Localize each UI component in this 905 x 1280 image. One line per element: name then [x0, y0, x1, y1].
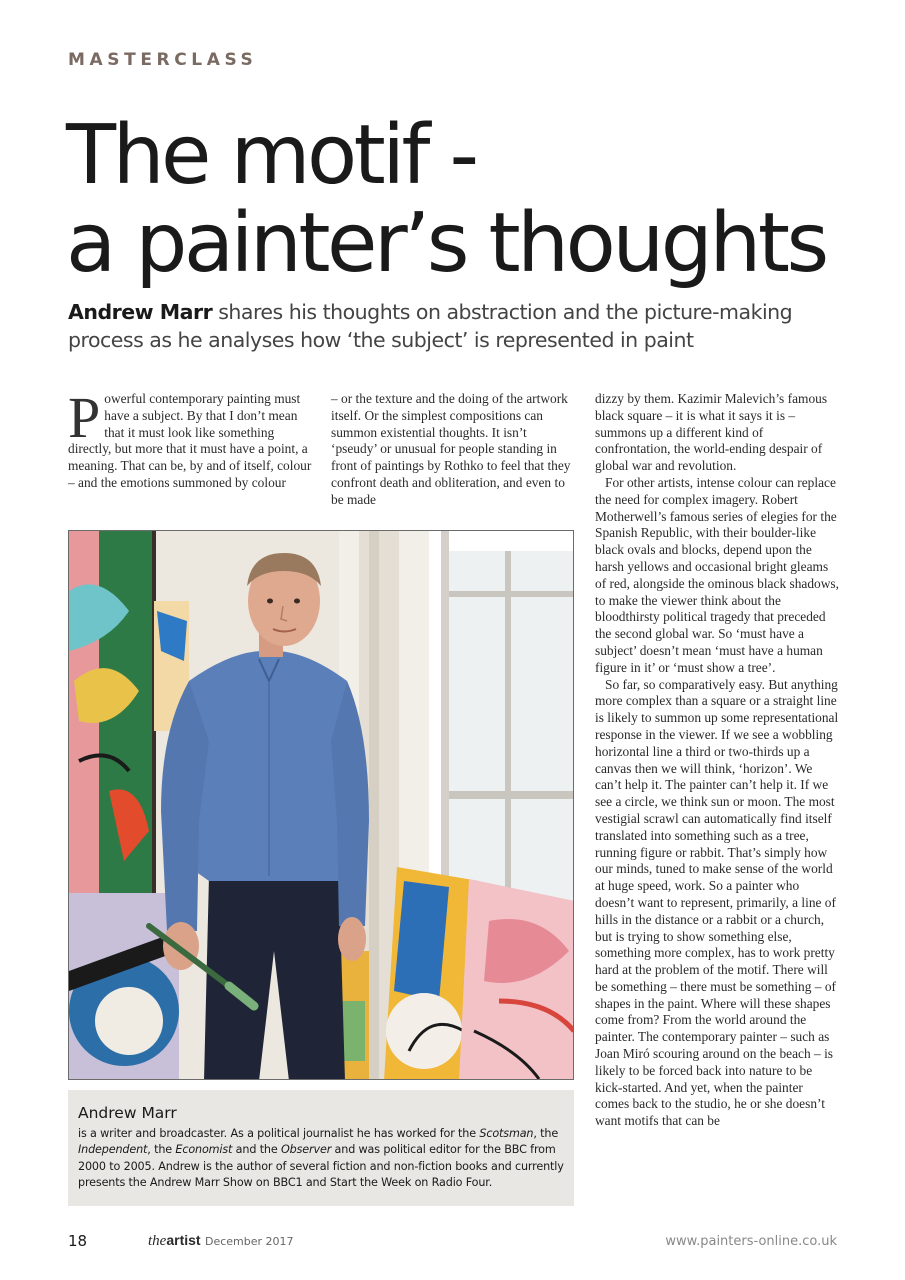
body-column-1 — [68, 385, 312, 492]
magazine-logo: theartist — [148, 1232, 201, 1249]
standfirst-author: Andrew Marr — [68, 300, 213, 324]
col1-paragraph-1: owerful contemporary painting must have a subject. By that I don’t mean that it must look like something directly, but more that it must have a point, a meaning. That can be, by and of itself, colour – and the emotions summoned by colour — [68, 391, 312, 490]
col3-paragraph-1: dizzy by them. Kazimir Malevich’s famous black square – it is what it says it is – summons up a different kind of confrontation, the world-ending despair of global war and revolution. — [595, 391, 828, 474]
drop-cap: P — [68, 385, 101, 450]
author-photo-illustration — [69, 531, 574, 1080]
website-link[interactable]: www.painters-online.co.uk — [665, 1234, 837, 1249]
author-photo — [68, 530, 574, 1080]
title-line-2: a painter’s thoughts — [66, 196, 826, 291]
title-line-1: The motif - — [66, 108, 476, 203]
page-number: 18 — [68, 1232, 88, 1250]
body-column-2 — [331, 391, 575, 509]
caption-text: is a writer and broadcaster. As a political journalist he has worked for the Scotsman, the Independent, the Economist and the Observer and was political editor for the BBC from 2000 to 2005. Andrew is the author of several fiction and non-fiction books and currently presents the Andrew Marr Show on BBC1 and Start the Week on Radio Four. — [78, 1127, 564, 1189]
col2-paragraph-1: – or the texture and the doing of the artwork itself. Or the simplest compositions can summon existential thoughts. It isn’t ‘pseudy’ or unusual for people standing in front of paintings by Rothko to feel that they confront death and obliteration, and even to be made — [331, 391, 571, 507]
col3-paragraph-2: For other artists, intense colour can replace the need for complex imagery. Robert Motherwell’s famous series of elegies for the Spanish Republic, with their boulder-like black ovals and blocks, depend upon the harsh yellows and occasional bright gleams of red, alongside the ominous black shadows, to make the viewer think about the bloodthirsty political tragedy that preceded the second global war. So ‘must have a subject’ doesn’t mean ‘must have a human figure in it’ or ‘must show a tree’. — [595, 474, 839, 675]
section-label: MASTERCLASS — [68, 50, 258, 70]
standfirst-text: shares his thoughts on abstraction and the picture-making process as he analyses how ‘the subject’ is represented in paint — [68, 300, 793, 352]
standfirst — [68, 298, 828, 354]
caption-name: Andrew Marr — [78, 1104, 177, 1122]
col3-paragraph-3: So far, so comparatively easy. But anything more complex than a square or a straight line is likely to summon up some representational response in the viewer. If we see a wobbling horizontal line a third or two-thirds up a canvas then we will think, ‘horizon’. We can’t help it. The painter can’t help it. If we see a circle, we think sun or moon. The most vestigial scrawl can automatically find itself translated into something such as a tree, running figure or rabbit. That’s simply how our minds, tuned to make sense of the world at huge speed, work. So a painter who doesn’t want to represent, primarily, a line of hills in the distance or a rabbit or a church, but is trying to show something else, something more complex, has to work pretty hard at the problem of the motif. There will be something – there must be something – of shapes in the paint. Where will these shapes come from? From the world around the painter. The contemporary painter – such as Joan Miró scouring around on the beach – is likely to be forced back into nature to be kick-started. And yet, when the painter comes back to the studio, he or she doesn’t want motifs that can be — [595, 676, 839, 1129]
article-title — [66, 108, 866, 291]
issue-date: December 2017 — [205, 1235, 294, 1248]
body-column-3 — [595, 391, 840, 1130]
page-footer — [0, 1232, 905, 1256]
photo-caption — [68, 1090, 574, 1206]
